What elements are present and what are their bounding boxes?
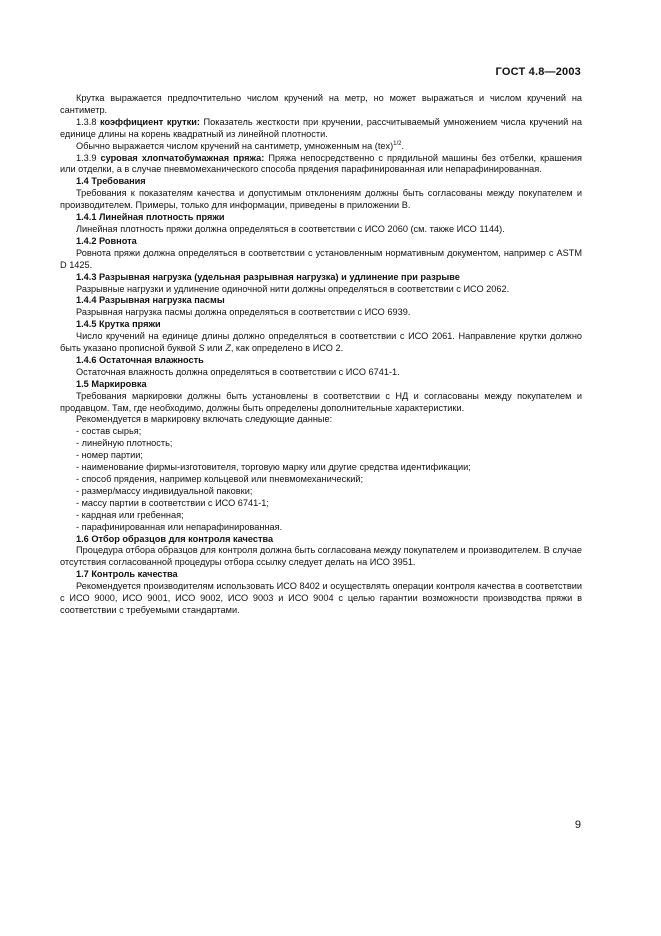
document-header: ГОСТ 4.8—2003 [495, 66, 581, 78]
list-item: - массу партии в соответствии с ИСО 6741-1; [76, 497, 269, 508]
twist-z: Z [225, 343, 231, 354]
definition-text: Показатель жесткости при кручении, рассчитываемый умножением числа кручений на единице длины на корень квадратный из линейной плотности. [60, 116, 582, 139]
list-item: - состав сырья; [76, 426, 142, 437]
section-heading: 1.6 Отбор образцов для контроля качества [76, 533, 274, 544]
definition-paragraph [60, 117, 582, 141]
paragraph: Разрывные нагрузки и удлинение одиночной нити должны определяться в соответствии с ИСО 2062. [76, 283, 510, 294]
list-item: - кардная или гребенная; [76, 509, 184, 520]
section-heading: 1.4.5 Крутка пряжи [76, 319, 161, 330]
section-heading: 1.4.3 Разрывная нагрузка (удельная разрывная нагрузка) и удлинение при разрыве [76, 271, 460, 282]
document-body [60, 93, 582, 617]
list-item: - парафинированная или непарафинированная. [76, 521, 283, 532]
section-heading: 1.5 Маркировка [76, 378, 147, 389]
list-item: - способ прядения, например кольцевой или пневмомеханический; [76, 474, 364, 484]
section-heading: 1.7 Контроль качества [76, 569, 178, 580]
section-heading: 1.4 Требования [76, 176, 146, 187]
term: суровая хлопчатобумажная пряжа: [100, 152, 265, 163]
paragraph-text: Число кручений на единице длины должно определяться в соответствии с ИСО 2061. Направление крутки должно быть указано прописной буквой [60, 331, 582, 354]
section-heading: 1.4.2 Ровнота [76, 235, 137, 246]
twist-s: S [198, 343, 205, 354]
definition-text: Пряжа непосредственно с прядильной машины без отбелки, крашения или отделки, а в случае пневмомеханического способа прядения парафинированная или непарафинированная. [60, 152, 582, 175]
paragraph-text: или [204, 343, 226, 354]
list-item: - линейную плотность; [76, 438, 173, 449]
section-heading: 1.4.4 Разрывная нагрузка пасмы [76, 295, 225, 306]
paragraph: Линейная плотность пряжи должна определяться в соответствии с ИСО 2060 (см. также ИСО 1144). [76, 223, 505, 234]
paragraph: Остаточная влажность должна определяться в соответствии с ИСО 6741-1. [76, 366, 400, 377]
definition-paragraph [60, 153, 582, 177]
superscript: 1/2 [393, 140, 402, 147]
section-heading: 1.4.1 Линейная плотность пряжи [76, 212, 225, 223]
list-item: - номер партии; [76, 450, 143, 461]
paragraph: Разрывная нагрузка пасмы должна определяться в соответствии с ИСО 6939. [76, 307, 411, 318]
list-item: - размер/массу индивидуальной паковки; [76, 485, 253, 496]
paragraph: Ровнота пряжи должна определяться в соответствии с установленным нормативным документом, например с ASTM D 1425. [60, 247, 582, 270]
clause-number: 1.3.8 [76, 116, 97, 127]
paragraph: Крутка выражается предпочтительно числом кручений на метр, но может выражаться и числом кручений на сантиметр. [60, 93, 582, 115]
page-number: 9 [574, 819, 581, 831]
paragraph-text: Обычно выражается числом кручений на сантиметр, умноженным на (tex) [76, 140, 394, 151]
paragraph: Процедура отбора образцов для контроля должна быть согласована между покупателем и производителем. В случае отсутствия согласованной процедуры отбора ссылку следует делать на ИСО 3951. [60, 545, 582, 568]
list-item: - наименование фирмы-изготовителя, торговую марку или другие средства идентификации; [76, 462, 471, 473]
paragraph [60, 331, 582, 355]
paragraph-text: , как определено в ИСО 2. [230, 343, 344, 354]
paragraph-end: . [401, 140, 405, 151]
paragraph: Требования маркировки должны быть установлены в соответствии с НД и согласованы между покупателем и продавцом. Там, где необходимо, должны быть определены дополнительные характеристики. [60, 390, 582, 413]
paragraph: Рекомендуется производителям использовать ИСО 8402 и осуществлять операции контроля качества в соответствии с ИСО 9000, ИСО 9001, ИСО 9002, ИСО 9003 и ИСО 9004 с целью гарантии возможности производства пряжи в соответствии с требуемыми стандартами. [60, 581, 582, 615]
term: коэффициент крутки: [100, 116, 200, 127]
clause-number: 1.3.9 [76, 152, 97, 163]
paragraph: Рекомендуется в маркировку включать следующие данные: [76, 414, 333, 425]
section-heading: 1.4.6 Остаточная влажность [76, 354, 204, 365]
paragraph: Требования к показателям качества и допустимым отклонениям должны быть согласованы между покупателем и производителем. Примеры, только для информации, приведены в приложении В. [60, 188, 582, 211]
paragraph [60, 141, 582, 153]
